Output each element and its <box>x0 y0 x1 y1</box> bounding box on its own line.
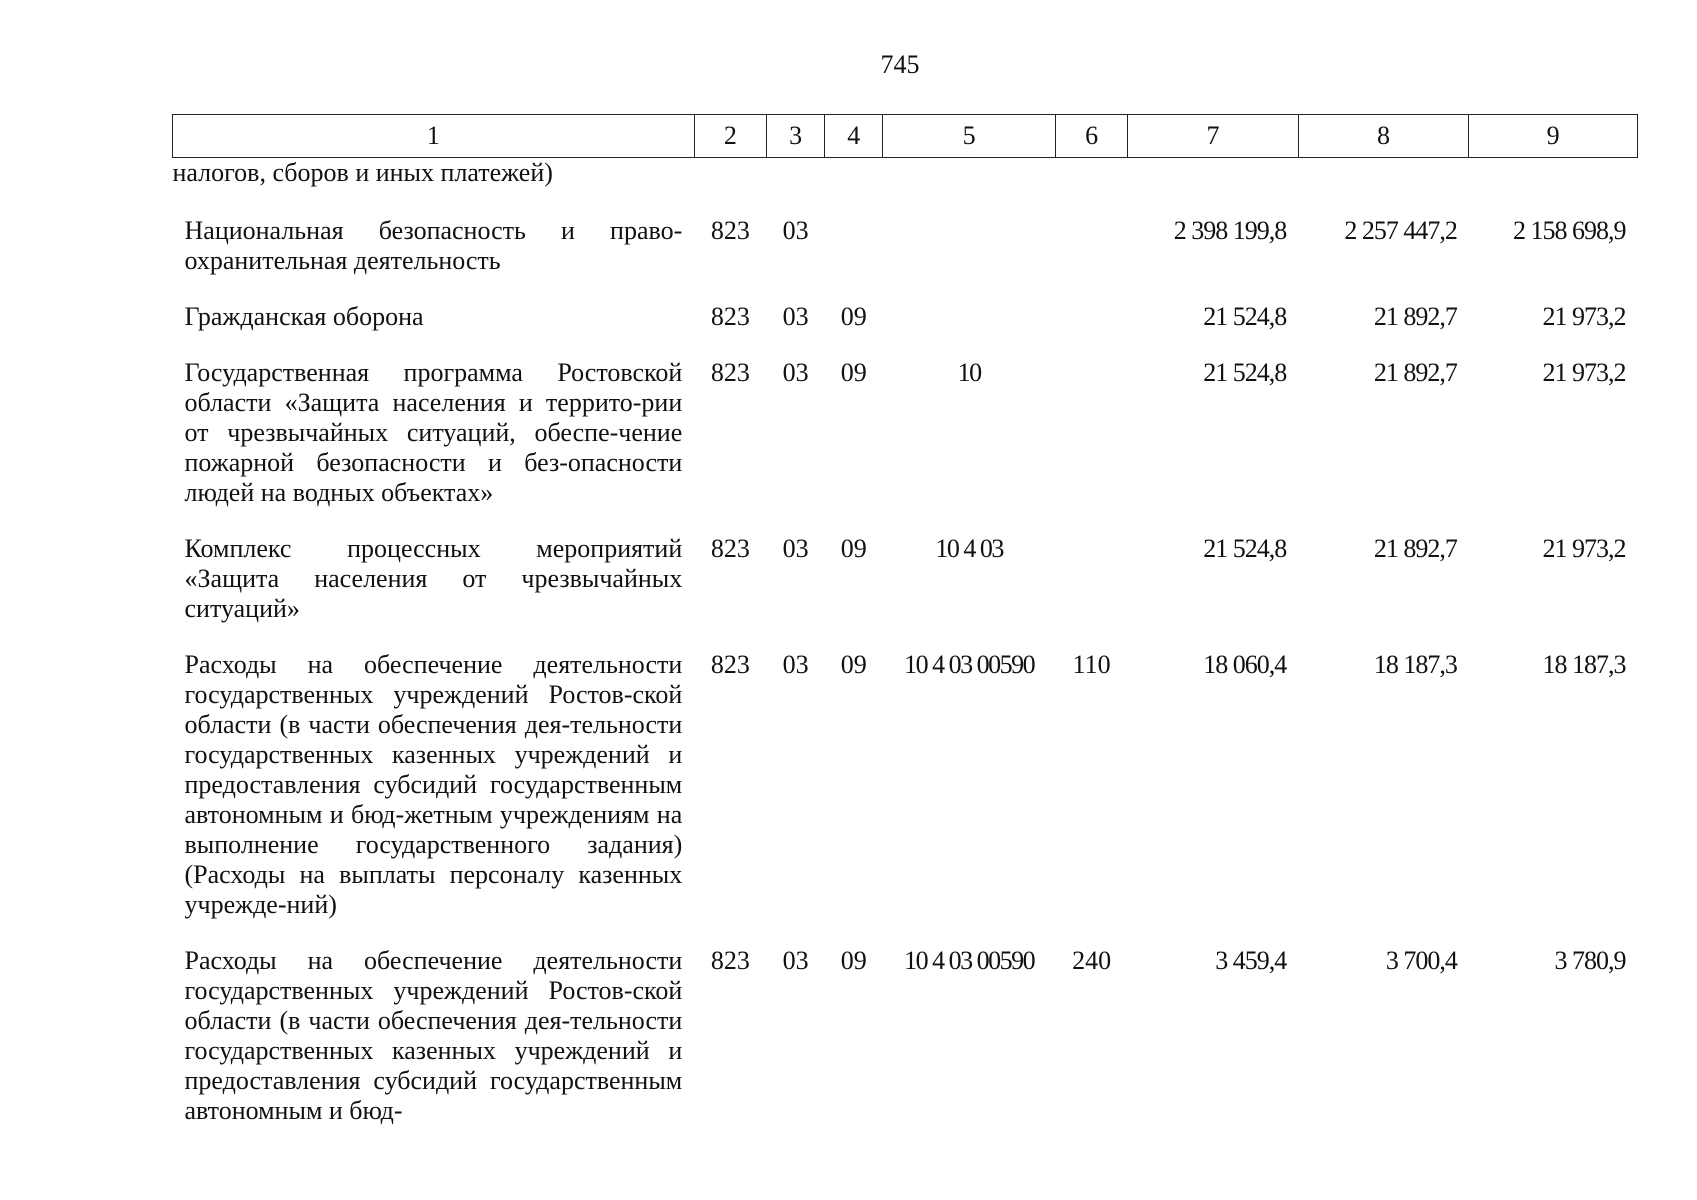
cell-expense-type <box>1055 520 1127 636</box>
column-header: 7 <box>1128 115 1299 158</box>
cell-ministry-code: 823 <box>710 650 750 679</box>
cell-ministry-code: 823 <box>710 302 750 331</box>
cell-ministry-code <box>694 158 766 203</box>
budget-table <box>172 114 1638 1138</box>
cell-target-article: 10 <box>957 358 981 387</box>
table-row <box>173 288 1638 344</box>
cell-amount-7: 2 398 199,8 <box>1173 216 1287 245</box>
table-row <box>173 202 1638 288</box>
cell-subsection-code: 09 <box>840 534 867 563</box>
cell-amount-9 <box>1469 158 1638 203</box>
cell-section-code <box>767 158 825 203</box>
cell-target-article <box>883 158 1056 203</box>
cell-amount-8: 21 892,7 <box>1373 358 1457 387</box>
cell-amount-8: 18 187,3 <box>1373 650 1457 679</box>
table-row <box>173 520 1638 636</box>
cell-amount-8: 2 257 447,2 <box>1344 216 1457 245</box>
cell-amount-8 <box>1298 158 1469 203</box>
cell-amount-8: 3 700,4 <box>1385 946 1457 975</box>
cell-subsection-code <box>825 202 883 288</box>
cell-amount-9: 18 187,3 <box>1542 650 1626 679</box>
row-name: Расходы на обеспечение деятельности государственных учреждений Ростов-ской области (в части обеспечения дея-тельности государственных казенных учреждений и предоставления субсидий государственным автономным и бюд-жетным учреждениям на выполнение государственного задания) (Расходы на выплаты персоналу казенных учрежде-ний) <box>184 650 683 919</box>
cell-target-article <box>883 202 1056 288</box>
header-row <box>173 115 1638 158</box>
cell-section-code: 03 <box>782 302 809 331</box>
column-header: 4 <box>825 115 883 158</box>
cell-amount-7 <box>1128 158 1299 203</box>
row-name: Национальная безопасность и право-охранительная деятельность <box>184 216 683 275</box>
cell-target-article <box>883 288 1056 344</box>
cell-ministry-code: 823 <box>710 216 750 245</box>
table-row <box>173 636 1638 932</box>
cell-ministry-code: 823 <box>710 946 750 975</box>
cell-expense-type: 240 <box>1072 946 1112 975</box>
column-header: 6 <box>1055 115 1127 158</box>
row-name: Государственная программа Ростовской области «Защита населения и террито-рии от чрезвычайных ситуаций, обеспе-чение пожарной безопасности и без-опасности людей на водных объектах» <box>184 358 683 507</box>
column-header: 2 <box>694 115 766 158</box>
cell-target-article: 10 4 03 00590 <box>904 946 1035 975</box>
row-name: Гражданская оборона <box>184 302 424 331</box>
cell-amount-7: 21 524,8 <box>1203 358 1287 387</box>
cell-section-code: 03 <box>782 534 809 563</box>
cell-ministry-code: 823 <box>710 534 750 563</box>
cell-amount-9: 2 158 698,9 <box>1513 216 1626 245</box>
column-header: 5 <box>883 115 1056 158</box>
column-header: 8 <box>1298 115 1469 158</box>
row-name: Комплекс процессных мероприятий «Защита населения от чрезвычайных ситуаций» <box>184 534 683 623</box>
cell-amount-7: 21 524,8 <box>1203 534 1287 563</box>
table-row <box>173 158 1638 203</box>
cell-subsection-code: 09 <box>840 302 867 331</box>
cell-expense-type: 110 <box>1072 650 1111 679</box>
cell-amount-9: 21 973,2 <box>1542 358 1626 387</box>
cell-amount-8: 21 892,7 <box>1373 534 1457 563</box>
cell-amount-8: 21 892,7 <box>1373 302 1457 331</box>
cell-amount-7: 18 060,4 <box>1203 650 1287 679</box>
cell-section-code: 03 <box>782 358 809 387</box>
cell-target-article: 10 4 03 00590 <box>904 650 1035 679</box>
column-header: 1 <box>173 115 695 158</box>
cell-section-code: 03 <box>782 216 809 245</box>
cell-subsection-code: 09 <box>840 358 867 387</box>
row-name: налогов, сборов и иных платежей) <box>172 158 553 187</box>
cell-expense-type <box>1055 344 1127 520</box>
cell-target-article: 10 4 03 <box>935 534 1003 563</box>
cell-ministry-code: 823 <box>710 358 750 387</box>
row-name: Расходы на обеспечение деятельности государственных учреждений Ростов-ской области (в части обеспечения дея-тельности государственных казенных учреждений и предоставления субсидий государственным автономным и бюд- <box>184 946 683 1125</box>
cell-subsection-code: 09 <box>840 946 867 975</box>
cell-expense-type <box>1055 288 1127 344</box>
cell-amount-9: 3 780,9 <box>1554 946 1626 975</box>
table-row <box>173 932 1638 1138</box>
cell-amount-9: 21 973,2 <box>1542 302 1626 331</box>
cell-amount-7: 21 524,8 <box>1203 302 1287 331</box>
column-header: 9 <box>1469 115 1638 158</box>
cell-amount-9: 21 973,2 <box>1542 534 1626 563</box>
cell-amount-7: 3 459,4 <box>1215 946 1287 975</box>
cell-subsection-code: 09 <box>840 650 867 679</box>
cell-expense-type <box>1055 158 1127 203</box>
cell-section-code: 03 <box>782 946 809 975</box>
page-number: 745 <box>880 50 920 79</box>
cell-section-code: 03 <box>782 650 809 679</box>
cell-expense-type <box>1055 202 1127 288</box>
cell-subsection-code <box>825 158 883 203</box>
column-header: 3 <box>767 115 825 158</box>
table-row <box>173 344 1638 520</box>
